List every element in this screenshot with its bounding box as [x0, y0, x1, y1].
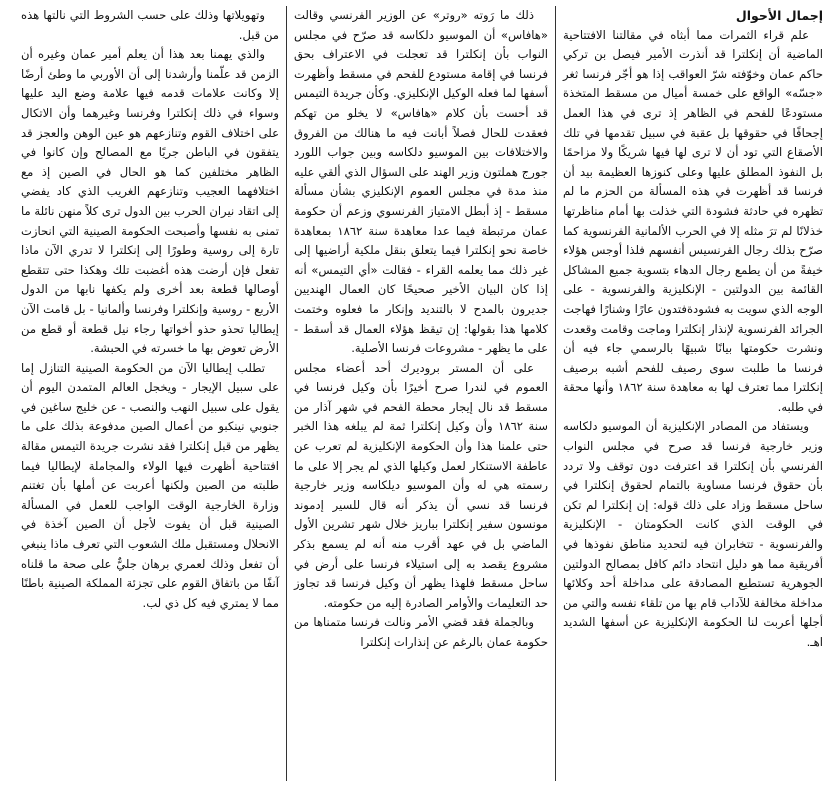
column-middle	[286, 6, 556, 781]
paragraph: ذلك ما رَوته «روتر» عن الوزير الفرنسي وقالت «هافاس» أن الموسيو دلكاسه قد صرّح في مجلس النواب بأن إنكلترا قد تعجلت في الاعتراف بحق فرنسا في إقامة مستودع للفحم في مسقط وأظهرت أسفها لما فعله الوكيل الإنكليزي. وكأن جريدة التيمس قد أحست بأن كلام «هافاس» لا يخلو من تهكم فعقدت للحال فصلاً أبانت فيه ما هنالك من الفروق والاختلافات بين الموسيو دلكاسه وبين جواب اللورد جورج هملتون وزير الهند على السؤال الذي ألقي عليه منذ مدة في مجلس العموم الإنكليزي بشأن مسألة مسقط - إذ أبطل الامتياز الفرنسوي وزعم أن حكومة عمان مرتبطة فيما عدا معاهدة سنة ١٨٦٢ بمعاهدة خاصة نحو إنكلترا فيما يتعلق بنقل ملكية أراضيها إلى غير ذلك مما يعلمه القراء - فقالت «أي التيمس» أنه إذا كان البيان الأخير صحيحًا كان العمال الهنديين جديرون بالمدح لا بالتنديد وإنكار ما فعلوه وختمت كلامها هذا بقولها: إن تيقظ هؤلاء العمال قد أسقط - على ما يظهر - مشروعات فرنسا الأصلية.	[294, 8, 548, 356]
paragraph: والذي يهمنا بعد هذا أن يعلم أمير عمان وغيره أن الزمن قد علّمنا وأرشدنا إلى أن الأوربي ما وطئ أرضًا إلا وكانت علامات قدمه فيها علامة وضع اليد عليها وسواء في ذلك إنكلترا وفرنسا وغيرهما وأن الاتكال على اختلاف القوم وتنازعهم هو عين الوهن والعجز قد يتفقون في الباطن جريًا مع المصالح وإن كانوا في الظاهر مختلفين كما هو الحال في الصين إذ مع اختلافهما العجيب وتنازعهم الغريب الذي كاد يفضي إلى اتقاد نيران الحرب بين الدول ترى كلاً منهن نائلة ما تمنى به نفسها وأصبحت الحكومة الصينية التي انحازت تارة إلى روسية وطورًا إلى إنكلترا لا تدري الآن ماذا تفعل فإن أرضت هذه أغضبت تلك وهكذا حتى تتقطع أوصالها قطعة بعد أخرى ولم يكفها نابها من الدول الأربع - روسية وإنكلترا وفرنسا وألمانيا - بل قامت الآن إيطاليا تحذو حذو أخواتها رجاء نيل قطعة أو قطع من الأرض تعوض بها ما خسرته في الحبشة.	[21, 47, 279, 356]
paragraph: وتهويلاتها وذلك على حسب الشروط التي نالتها هذه من قبل.	[21, 8, 279, 42]
article-headline: إجمال الأحوال	[735, 8, 823, 23]
paragraph: علم قراء الثمرات مما أبثاه في مقالتنا الافتتاحية الماضية أن إنكلترا قد أنذرت الأمير فيصل بن تركي حاكم عمان وخوّفته شرّ العواقب إذا هو أجّر فرنسا ثغر «جسّه» الواقع على خمسة أميال من مسقط المتخذة مستودعًا للفحم في الظاهر إذ ترى في هذا العمل إجحافًا في حقوقها بل عقبة في سبيل تقدمها في تلك الأصقاع التي تود أن لا ترى لها فيها شريكًا ولا مزاحمًا بل النفوذ المطلق عليها وعلى كنوزها العظيمة بيد أن فرنسا قد أظهرت في هذه المسألة من الحزم ما لم تظهره في حادثة فشودة التي خذلت بها أمام مناظرتها خذلانًا لم ترَ مثله إلا في الحرب الألمانية الفرنسوية كما صرّح بذلك رجال الفرنسيس أنفسهم فلذا أوجس هؤلاء خيفةً من أن يطمع رجال الدهاء بتسوية جميع المشاكل القائمة بين الدولتين - الإنكليزية والفرنسوية - على الوجه الذي سويت به فشودةفتدون عارًا وشنارًا فهاجت الجرائد الفرنسوية لإنذار إنكلترا وماجت وقامت وقعدت ونشرت حكومتها بيانًا شبيهًا بالرسمي جاء فيه أن فرنسا ما طلبت سوى رصيف للفحم أشبه برصيف إنكلترا مما تعترف لها به معاهدة سنة ١٨٦٢ وأنها محقة في طلبه.	[563, 27, 823, 414]
paragraph: ويستفاد من المصادر الإنكليزية أن الموسيو دلكاسه وزير خارجية فرنسا قد صرح في مجلس النواب الفرنسي بأن إنكلترا قد اعترفت دون توقف ولا تردد بأن حقوق فرنسا مساوية بالتمام لحقوق إنكلترا في ساحل مسقط وزاد على ذلك قوله: إن إنكلترا لم تكن في الوقت الذي كانت الحكومتان - الإنكليزية والفرنسوية - تتخابران فيه لتحديد مناطق نفوذها في أفريقية مما هو دليل انتحاد دائم كافل بمصالح الدولتين الجوهرية تستطيع المصادقة على مداخلة أحد وكلائها مداخلة مخالفة للآداب قام بها من تلقاء نفسه والتي من أجلها أعربت لنا الحكومة الإنكليزية عن أسفها الشديد اهـ.	[563, 419, 823, 649]
paragraph: وبالجملة فقد قضي الأمر ونالت فرنسا متمناها من حكومة عمان بالرغم عن إنذارات إنكلترا	[294, 615, 548, 649]
column-right	[556, 6, 830, 781]
paragraph: تطلب إيطاليا الآن من الحكومة الصينية التنازل إما على سبيل الإيجار - ويخجل العالم المتمدن اليوم أن يقول على سبيل النهب والنصب - عن خليج ساغين في جنوبي نينكبو من أعمال الصين مدفوعة بذلك على ما يظهر من قبل إنكلترا فقد نشرت جريدة التيمس مقالة افتتاحية أظهرت فيها الولاء والمجاملة لإيطاليا فيما طلبته من الصين ولكنها أعربت عن أملها بأن تغتنم وزارة الخارجية الوقت الواجب للعمل في المسألة الصينية قبل أن يفوت لأجل أن الصين آخذة في الانحلال ومستقبل ملك الشعوب التي تعرف ماذا ينبغي أن تفعل وذلك لعمري برهان جليٌّ على صحة ما قلناه آنفًا من باتفاق القوم على تجزئة المملكة الصينية باطنًا مما لا يمتري فيه كل ذي لب.	[21, 360, 279, 610]
column-left	[14, 6, 286, 781]
paragraph: على أن المستر بروديرك أحد أعضاء مجلس العموم في لندرا صرح أخيرًا بأن وكيل فرنسا في مسقط قد نال إيجار محطة الفحم في شهر آذار من سنة ١٨٦٢ وأن وكيل إنكلترا ثمة لم يبلغه هذا الخبر حتى علمنا هذا وأن الحكومة الإنكليزية لم تعرب عن عاطفة الاستنكار لعمل وكيلها الذي لم يجر إلا على ما رسمته هي له وأن الموسيو ديلكاسه وزير خارجية فرنسا قد نسي أن يذكر أنه قال للسير إدموند مونسون سفير إنكلترا بباريز خلال شهر تشرين الأول الماضي بل في عهد أقرب منه أنه لم يسمع بذكر مشروع يقصد به إلى استيلاء فرنسا على أرض في ساحل مسقط فلهذا يظهر أن وكيل فرنسا قد تجاوز حد التعليمات والأوامر الصادرة إليه من حكومته.	[294, 360, 548, 610]
